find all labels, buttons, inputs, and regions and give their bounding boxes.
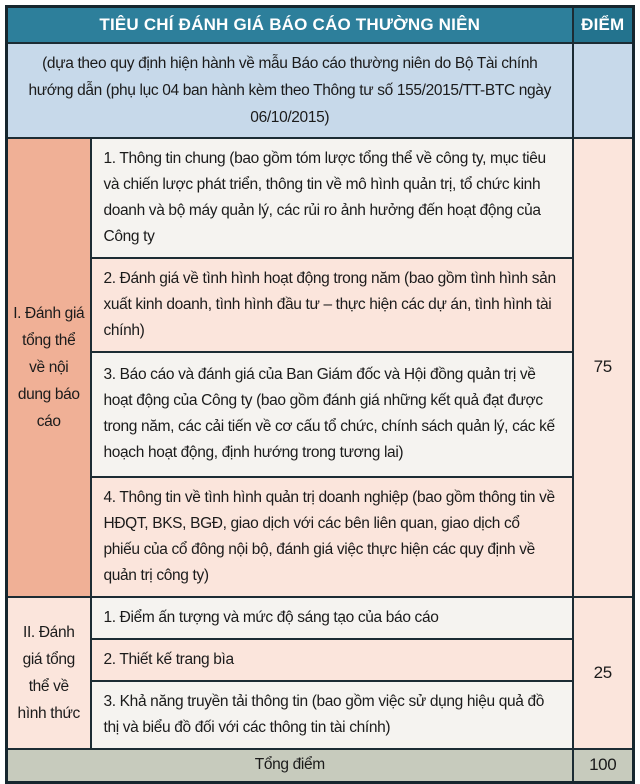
total-score: 100 (573, 749, 634, 783)
section1-item3: 3. Báo cáo và đánh giá của Ban Giám đốc và Hội đồng quản trị về hoạt động của Công ty (bao gồm đánh giá những kết quả đạt được trong năm, các cải tiến về cơ cấu tổ chức, chính sách quản lý, các kế hoạch hoạt động, định hướng trong tương lai) (91, 352, 573, 477)
section2-score: 25 (573, 597, 634, 749)
section2-row2 (7, 639, 634, 681)
note-row (7, 43, 634, 138)
section2-item1: 1. Điểm ấn tượng và mức độ sáng tạo của báo cáo (91, 597, 573, 639)
total-row (7, 749, 634, 783)
section1-row4 (7, 477, 634, 597)
evaluation-table (5, 5, 635, 784)
section1-item4: 4. Thông tin về tình hình quản trị doanh nghiệp (bao gồm thông tin về HĐQT, BKS, BGĐ, giao dịch với các bên liên quan, giao dịch cổ phiếu của cổ đông nội bộ, đánh giá việc thực hiện các quy định về quản trị công ty) (91, 477, 573, 597)
note-text: (dựa theo quy định hiện hành về mẫu Báo cáo thường niên do Bộ Tài chính hướng dẫn (phụ lục 04 ban hành kèm theo Thông tư số 155/2015/TT-BTC ngày 06/10/2015) (7, 43, 573, 138)
header-row (7, 7, 634, 43)
table-title: TIÊU CHÍ ĐÁNH GIÁ BÁO CÁO THƯỜNG NIÊN (7, 7, 573, 43)
section1-row3 (7, 352, 634, 477)
section2-row3 (7, 681, 634, 749)
section2-item2: 2. Thiết kế trang bìa (91, 639, 573, 681)
section1-row1 (7, 138, 634, 258)
section2-item3: 3. Khả năng truyền tải thông tin (bao gồm việc sử dụng hiệu quả đồ thị và biểu đồ đối với các thông tin tài chính) (91, 681, 573, 749)
section1-row2 (7, 258, 634, 352)
section2-row1 (7, 597, 634, 639)
section2-label: II. Đánh giá tổng thể về hình thức (7, 597, 91, 749)
section1-item2: 2. Đánh giá về tình hình hoạt động trong năm (bao gồm tình hình sản xuất kinh doanh, tình hình đầu tư – thực hiện các dự án, tình hình tài chính) (91, 258, 573, 352)
total-label: Tổng điểm (7, 749, 573, 783)
section1-score: 75 (573, 138, 634, 597)
note-score-cell (573, 43, 634, 138)
section1-item1: 1. Thông tin chung (bao gồm tóm lược tổng thể về công ty, mục tiêu và chiến lược phát triển, thông tin về mô hình quản trị, tổ chức kinh doanh và bộ máy quản lý, các rủi ro ảnh hưởng đến hoạt động của Công ty (91, 138, 573, 258)
section1-label: I. Đánh giá tổng thể về nội dung báo cáo (7, 138, 91, 597)
score-column-header: ĐIỂM (573, 7, 634, 43)
